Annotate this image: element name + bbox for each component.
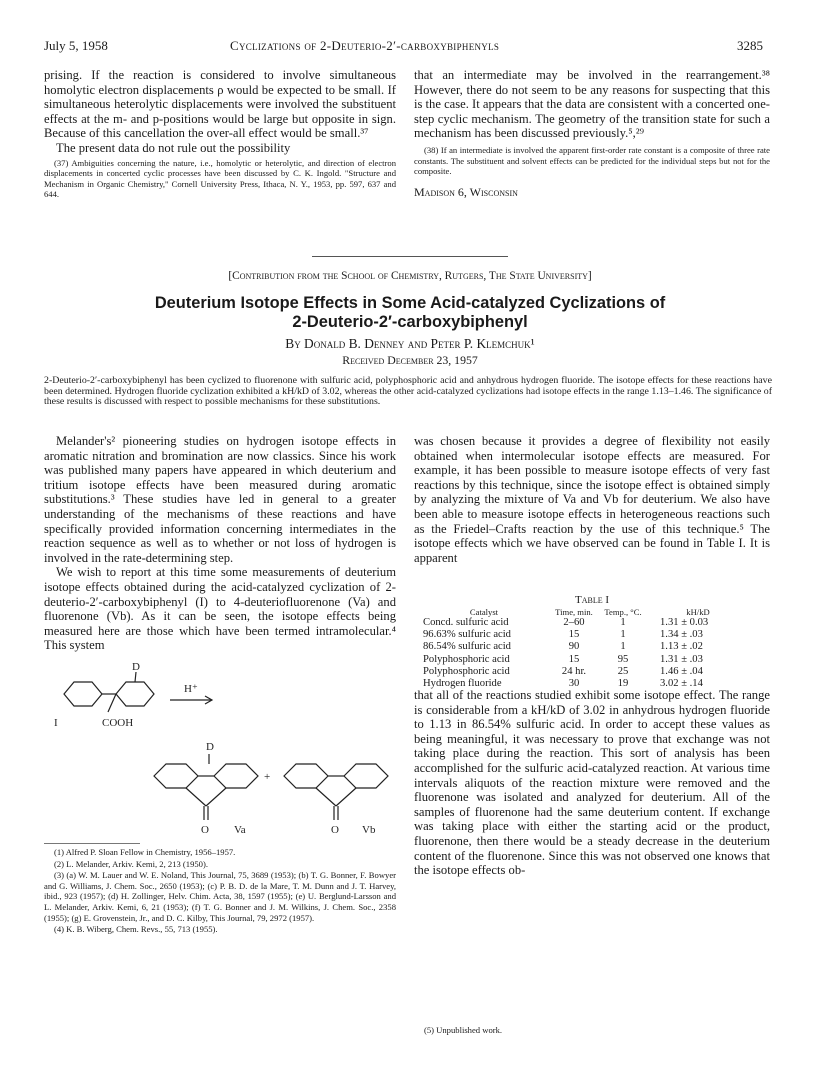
table-cell-catalyst: 86.54% sulfuric acid: [423, 641, 511, 653]
table-header-time: Time, min.: [555, 607, 593, 617]
label-COOH: COOH: [102, 717, 134, 729]
table-cell-catalyst: Concd. sulfuric acid: [423, 617, 509, 628]
running-header-date: July 5, 1958: [44, 38, 108, 53]
ring-Vb-left: [284, 764, 328, 788]
label-O-Va: O: [201, 824, 209, 836]
table-row: [420, 629, 750, 641]
table-cell-kh-kd: 1.31 ± .03: [660, 653, 703, 665]
prev-right-footnote: [414, 145, 770, 177]
ring-Va-right: [214, 764, 258, 788]
table-cell-kh-kd: 1.34 ± .03: [660, 629, 703, 641]
running-header-title: Cyclizations of 2-Deuterio-2′-carboxybiphenyls: [230, 38, 500, 53]
table-row: [420, 666, 750, 678]
label-plus: +: [264, 771, 271, 783]
label-I: I: [54, 717, 58, 729]
footnote-1: (1) Alfred P. Sloan Fellow in Chemistry, 1956–1957.: [54, 847, 236, 857]
running-header-page-number: 3285: [737, 38, 763, 53]
prev-left-paragraph-2: The present data do not rule out the possibility: [56, 140, 291, 155]
label-Va: Va: [234, 824, 246, 836]
table-row: [420, 617, 750, 629]
ring-Va-left: [154, 764, 198, 788]
table-cell-kh-kd: 1.31 ± 0.03: [660, 617, 709, 628]
table-cell-time: 15: [568, 653, 580, 665]
abstract: 2-Deuterio-2′-carboxybiphenyl has been cyclized to fluorenone with sulfuric acid, polyphosphoric acid and anhydrous hydrogen fluoride. The isotope effects for these reactions have been determined. Hydrogen fluoride cyclization exhibited a kH/kD of 3.02, whereas the other acid-catalyzed cyclizations had isotope effects in the range 1.13–1.46. The significance of these results is discussed with respect to possible mechanisms for these substitutions.: [44, 375, 772, 408]
table-cell-time: 24 hr.: [561, 665, 587, 677]
table-cell-temp: 95: [617, 653, 629, 665]
prev-article-left-column: [44, 68, 396, 201]
table-cell-catalyst: Polyphosphoric acid: [423, 653, 510, 665]
article-right-column-bottom: [414, 688, 770, 878]
table-cell-temp: 19: [617, 678, 629, 690]
prev-left-paragraph-1: prising. If the reaction is considered to involve simultaneous homolytic electron displacements ρ would be expected to be small. If simultaneous heterolytic displacements were involved the substituent effects at the m- and p-positions would be large but opposite in sign. Because of this cancellation the over-all effect would be small.³⁷: [44, 68, 396, 141]
table-cell-time: 90: [568, 641, 580, 653]
article-separator-rule: [312, 256, 508, 257]
table-cell-temp: 1: [620, 617, 626, 628]
table-cell-temp: 25: [617, 665, 629, 677]
ring-I-right: [116, 682, 154, 706]
left-paragraph-2: We wish to report at this time some measurements of deuterium isotope effects obtained during the acid-catalyzed cyclization of 2-deuterio-2′-carboxybiphenyl (I) to 4-deuteriofluorenone (Va) and fluorenone (Vb). As it can be seen, the isotope effects being measured here are those which have been termed intramolecular.⁴ This system: [44, 565, 396, 653]
reaction-scheme: [44, 660, 396, 840]
table-cell-temp: 1: [620, 629, 626, 641]
footnote-5: (5) Unpublished work.: [424, 1025, 503, 1035]
label-O-Vb: O: [331, 824, 339, 836]
footnote-rule: [44, 843, 140, 844]
prev-article-right-column: [414, 68, 770, 199]
article-left-footnotes: [44, 847, 396, 936]
author-location: Madison 6, Wisconsin: [414, 184, 518, 199]
label-H-plus: H⁺: [184, 683, 198, 695]
table-header-catalyst: Catalyst: [469, 607, 499, 617]
label-D-Va: D: [206, 741, 214, 753]
table-cell-catalyst: 96.63% sulfuric acid: [423, 629, 511, 641]
label-D-compound-I: D: [132, 661, 140, 673]
contribution-line: [Contribution from the School of Chemistry, Rutgers, The State University]: [228, 270, 592, 282]
table-cell-kh-kd: 1.13 ± .02: [660, 641, 703, 653]
footnote-37: (37) Ambiguities concerning the nature, i.e., homolytic or heterolytic, and direction of electron displacements in concerted cyclic processes have been discussed by C. K. Ingold. "Structure and Mechanism in Organic Chemistry," Cornell University Press, Ithaca, N. Y., 1953, pp. 597, 637 and 644.: [44, 157, 396, 200]
byline: By Donald B. Denney and Peter P. Klemchuk¹: [285, 336, 535, 351]
footnote-2: (2) L. Melander, Arkiv. Kemi, 2, 213 (1950).: [54, 858, 208, 869]
table-row: [420, 641, 750, 653]
table-cell-temp: 1: [620, 641, 626, 653]
table-cell-catalyst: Hydrogen fluoride: [423, 678, 502, 690]
received-date: Received December 23, 1957: [342, 353, 478, 367]
article-left-column: [44, 434, 396, 653]
table-cell-time: 15: [568, 629, 580, 641]
table-header-temp: Temp., °C.: [604, 607, 642, 617]
ring-I-left: [64, 682, 102, 706]
table-cell-time: 2–60: [563, 617, 585, 628]
article-title-line-2: 2-Deuterio-2′-carboxybiphenyl: [292, 313, 528, 331]
table-cell-kh-kd: 1.46 ± .04: [660, 665, 703, 677]
prev-left-footnote: [44, 158, 396, 200]
isotope-effects-table: [420, 608, 750, 690]
prev-right-paragraph: that an intermediate may be involved in the rearrangement.³⁸ However, there do not seem to be any reasons for suspecting that this is the case. It appears that the data are consistent with a concerted one-step cyclic mechanism. The geometry of the transition state for such a mechanism has been discussed previously.⁵,²⁹: [414, 68, 770, 141]
table-caption: Table I: [574, 594, 610, 606]
table-header-kh-kd: kH/kD: [686, 607, 710, 617]
footnote-3: (3) (a) W. M. Lauer and W. E. Noland, This Journal, 75, 3689 (1953); (b) T. G. Bonner, F. Bowyer and G. Williams, J. Chem. Soc., 2650 (1953); (c) P. B. D. de la Mare, T. M. Dunn and J. T. Harvey, ibid., 923 (1957); (d) H. Zollinger, Helv. Chim. Acta, 38, 1597 (1955); (e) U. Berglund-Larsson and L. Melander, Arkiv. Kemi, 6, 21 (1953); (f) T. G. Bonner and J. M. Wilkins, J. Chem. Soc., 2358 (1955); (g) E. Grovenstein, Jr., and D. C. Kilby, This Journal, 79, 2972 (1957).: [44, 870, 396, 923]
ring-Vb-right: [344, 764, 388, 788]
right-paragraph-1: was chosen because it provides a degree of flexibility not easily obtained when intermolecular isotope effects are measured. For example, it has been possible to measure isotope effects of very fast reactions by this technique, since the isotope effect is obtained simply by analyzing the mixture of Va and Vb for deuterium. We also have been able to measure isotope effects in heterogeneous reactions such as the Friedel–Crafts reaction by the use of this technique.⁵ The isotope effects which we have observed can be found in Table I. It is apparent: [414, 434, 770, 565]
label-Vb: Vb: [362, 824, 376, 836]
table-header-row: [420, 608, 750, 617]
right-paragraph-2: that all of the reactions studied exhibit some isotope effect. The range is considerable from a kH/kD of 3.02 in anhydrous hydrogen fluoride to 1.13 in 86.54% sulfuric acid. In order to accept these values as being meaningful, it was necessary to prove that exchange was not taking place during the reaction. This sort of analysis has been accomplished for the sulfuric acid-catalyzed reaction. At various time intervals aliquots of the reaction mixture were removed and the fluorenone was isolated and analyzed for deuterium. All of the samples of fluorenone had the same deuterium content. If exchange was taking place with either the starting acid or the product, fluorenone, then there would be a steady decrease in the deuterium content of the fluorenone. Since this was not observed one knows that the isotope effects ob-: [414, 688, 770, 878]
left-paragraph-1: Melander's² pioneering studies on hydrogen isotope effects in aromatic nitration and bromination are now classics. Since his work was published many papers have appeared in which deuterium and tritium isotope effects have been measured during aromatic substitutions.³ These studies have led in general to a greater understanding of the mechanisms of these reactions and have specifically provided information concerning intermediates in the reaction sequence as well as to whether or not loss of hydrogen is involved in the rate-determining step.: [44, 434, 396, 565]
footnote-38: (38) If an intermediate is involved the apparent first-order rate constant is a composite of three rate constants. The substituent and solvent effects can be predicted for the individual steps but not for the composite.: [414, 144, 770, 177]
table-cell-kh-kd: 3.02 ± .14: [660, 678, 703, 690]
article-title-line-1: Deuterium Isotope Effects in Some Acid-catalyzed Cyclizations of: [154, 294, 666, 312]
table-cell-catalyst: Polyphosphoric acid: [423, 665, 510, 677]
table-row: [420, 654, 750, 666]
article-right-column-top: [414, 434, 770, 565]
footnote-4: (4) K. B. Wiberg, Chem. Revs., 55, 713 (1955).: [54, 924, 218, 935]
table-cell-time: 30: [568, 678, 580, 690]
